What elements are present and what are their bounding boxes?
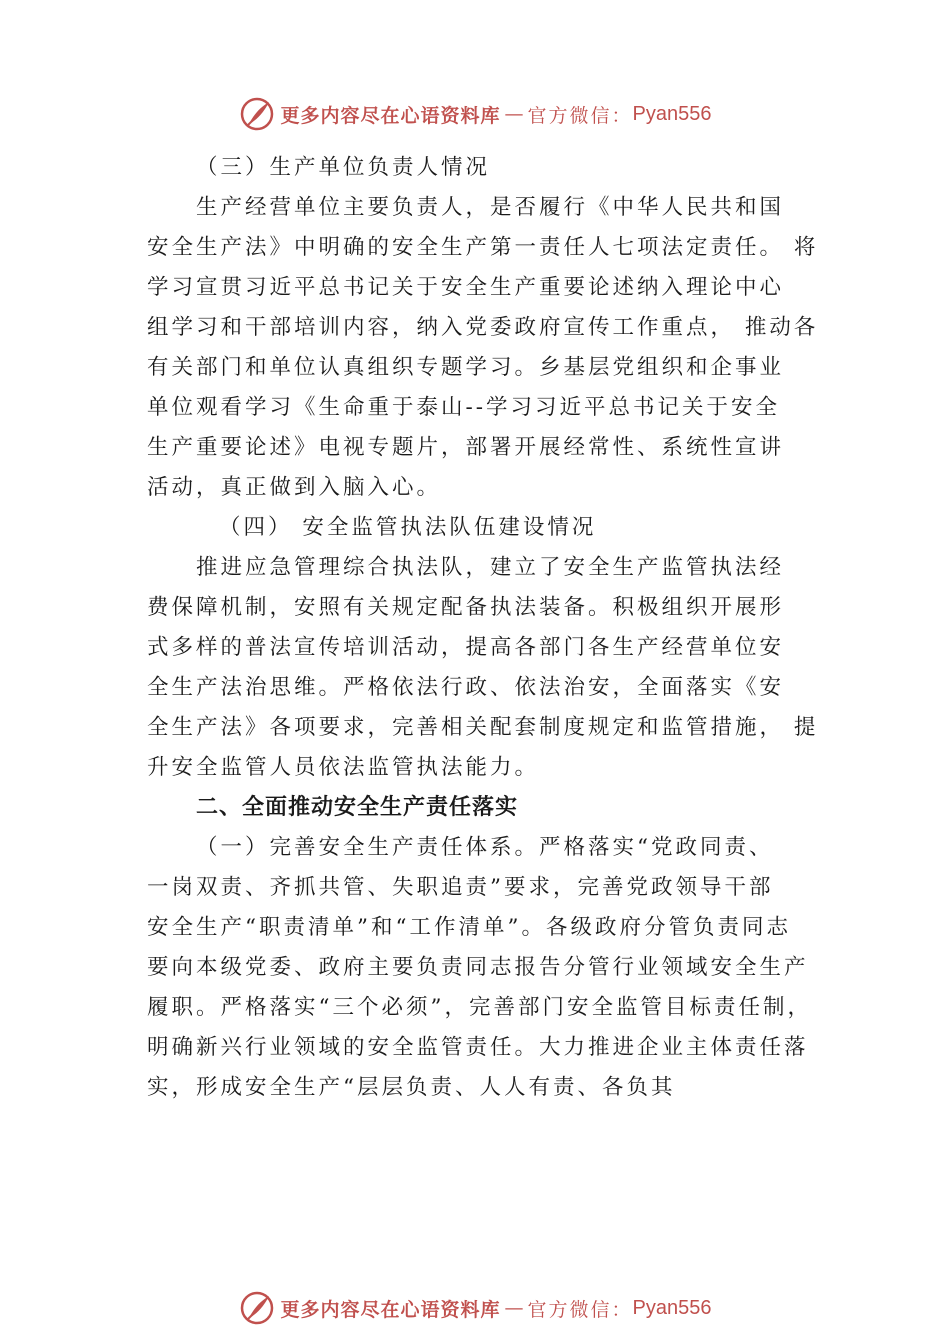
paragraph-line: 式多样的普法宣传培训活动，提高各部门各生产经营单位安: [147, 635, 785, 660]
banner-wechat-id: Pyan556: [632, 102, 712, 125]
banner-wechat-label: 官方微信：: [527, 1298, 633, 1321]
paragraph-line: 费保障机制，安照有关规定配备执法装备。积极组织开展形: [147, 595, 785, 620]
banner-wechat-label: 官方微信：: [527, 104, 633, 127]
paragraph-line: 升安全监管人员依法监管执法能力。: [147, 755, 540, 780]
paragraph-line: 组学习和干部培训内容，纳入党委政府宣传工作重点， 推动各: [147, 315, 819, 340]
paragraph-line: 明确新兴行业领域的安全监管责任。大力推进企业主体责任落: [147, 1035, 809, 1060]
paragraph-line: 有关部门和单位认真组织专题学习。乡基层党组织和企事业: [147, 355, 785, 380]
paragraph-line: 一岗双责、齐抓共管、失职追责”要求，完善党政领导干部: [147, 875, 774, 900]
banner-text: 更多内容尽在心语资料库: [280, 104, 501, 127]
paragraph-line: 单位观看学习《生命重于泰山--学习习近平总书记关于安全: [147, 395, 781, 420]
footer-banner: [0, 1288, 950, 1328]
paragraph-line: 全生产法治思维。严格依法行政、依法治安，全面落实《安: [147, 675, 785, 700]
paragraph-line: 生产重要论述》电视专题片，部署开展经常性、系统性宣讲: [147, 435, 785, 460]
banner-wechat-id: Pyan556: [632, 1296, 712, 1319]
paragraph-line: 实，形成安全生产“层层负责、人人有责、各负其: [147, 1075, 676, 1100]
section-heading-3: （三）生产单位负责人情况: [196, 155, 491, 180]
paragraph-line: 推进应急管理综合执法队，建立了安全生产监管执法经: [196, 555, 785, 580]
quill-pen-logo-icon: [239, 1290, 275, 1326]
paragraph-line: 安全生产“职责清单”和“工作清单”。各级政府分管负责同志: [147, 915, 791, 940]
paragraph-line: 全生产法》各项要求，完善相关配套制度规定和监管措施， 提: [147, 715, 819, 740]
section-heading-4: （四） 安全监管执法队伍建设情况: [219, 515, 597, 540]
paragraph-line: 履职。严格落实“三个必须”，完善部门安全监管目标责任制，: [147, 995, 812, 1020]
paragraph-line: 生产经营单位主要负责人，是否履行《中华人民共和国: [196, 195, 785, 220]
chapter-heading: 二、全面推动安全生产责任落实: [196, 795, 519, 820]
paragraph-line: 学习宣贯习近平总书记关于安全生产重要论述纳入理论中心: [147, 275, 785, 300]
banner-separator: —: [504, 103, 524, 125]
paragraph-line: 安全生产法》中明确的安全生产第一责任人七项法定责任。 将: [147, 235, 819, 260]
quill-pen-logo-icon: [239, 96, 275, 132]
paragraph-line: （一）完善安全生产责任体系。严格落实“党政同责、: [196, 835, 774, 860]
paragraph-line: 活动，真正做到入脑入心。: [147, 475, 442, 500]
header-banner: [0, 94, 950, 134]
paragraph-line: 要向本级党委、政府主要负责同志报告分管行业领域安全生产: [147, 955, 809, 980]
banner-text: 更多内容尽在心语资料库: [280, 1298, 501, 1321]
document-body: [147, 148, 817, 1108]
banner-separator: —: [504, 1297, 524, 1319]
